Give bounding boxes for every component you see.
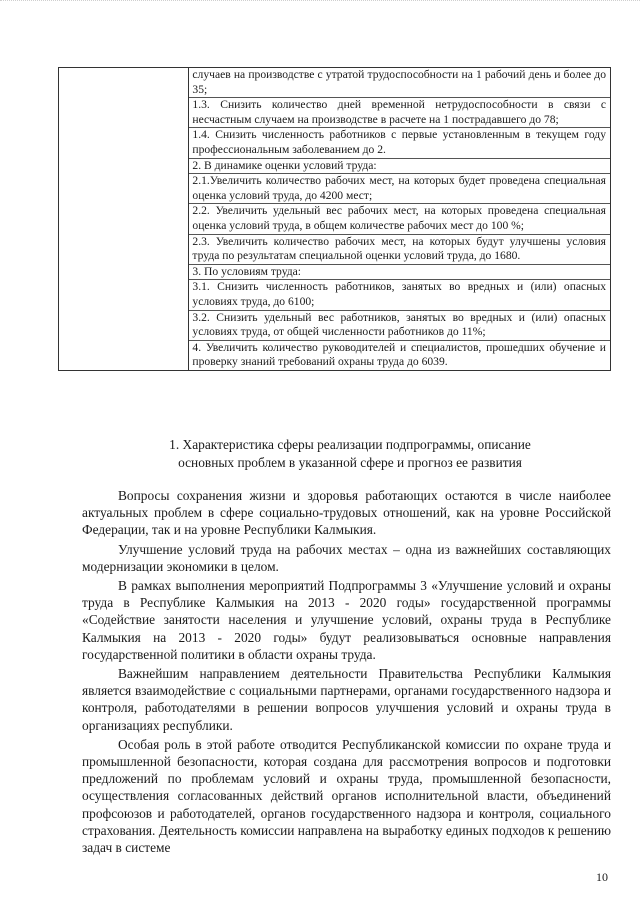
table-row: 2. В динамике оценки условий труда: bbox=[189, 159, 610, 175]
section-title bbox=[90, 436, 610, 472]
page-number: 10 bbox=[596, 870, 608, 884]
scan-edge bbox=[0, 0, 640, 13]
table-row: 3.1. Снизить численность работников, занятых во вредных и (или) опасных условиях труда, до 6100; bbox=[189, 280, 610, 310]
paragraph: Особая роль в этой работе отводится Республиканской комиссии по охране труда и промышленной безопасности, которая создана для рассмотрения вопросов и подготовки предложений по проблемам условий и охраны труда, промышленной безопасности, осуществления согласованных действий органов исполнительной власти, объединений профсоюзов и работодателей, органов государственного надзора и контроля, социального страхования. Деятельность комиссии направлена на выработку единых подходов к решению задач в системе bbox=[82, 736, 611, 856]
table-row: 1.3. Снизить количество дней временной нетрудоспособности в связи с несчастным случаем на производстве в расчете на 1 пострадавшего до 78; bbox=[189, 98, 610, 128]
table-row: 2.3. Увеличить количество рабочих мест, на которых будут улучшены условия труда по результатам специальной оценки условий труда, до 1680. bbox=[189, 235, 610, 265]
table-left-cell bbox=[59, 68, 189, 371]
table-row: случаев на производстве с утратой трудоспособности на 1 рабочий день и более до 35; bbox=[189, 68, 610, 98]
section-title-line1: 1. Характеристика сферы реализации подпрограммы, описание bbox=[169, 437, 531, 452]
table-row: 1.4. Снизить численность работников с первые установленным в текущем году профессиональным заболеванием до 2. bbox=[189, 128, 610, 158]
paragraph: В рамках выполнения мероприятий Подпрограммы 3 «Улучшение условий и охраны труда в Республике Калмыкия на 2013 - 2020 годы» государственной программы «Содействие занятости населения и улучшение условий, охраны труда в Республике Калмыкия на 2013 - 2020 годы» будут реализовываться основные направления государственной политики в области охраны труда. bbox=[82, 578, 611, 662]
section-title-line2: основных проблем в указанной сфере и прогноз ее развития bbox=[178, 455, 522, 470]
table-row: 3.2. Снизить удельный вес работников, занятых во вредных и (или) опасных условиях труда, от общей численности работников до 11%; bbox=[189, 311, 610, 341]
table-row: 4. Увеличить количество руководителей и специалистов, прошедших обучение и проверку знаний требований охраны труда до 6039. bbox=[192, 340, 606, 369]
table-row: 3. По условиям труда: bbox=[189, 265, 610, 281]
paragraph: Улучшение условий труда на рабочих местах – одна из важнейших составляющих модернизации экономики в целом. bbox=[82, 541, 611, 574]
paragraph: Вопросы сохранения жизни и здоровья работающих остаются в числе наиболее актуальных проблем в сфере социально-трудовых отношений, как на уровне Российской Федерации, так и на уровне Республики Калмыкия. bbox=[82, 488, 611, 538]
paragraph: Важнейшим направлением деятельности Правительства Республики Калмыкия является взаимодействие с социальными партнерами, органами государственного надзора и контроля, работодателями в решении вопросов улучшения условий и охраны труда в организациях республики. bbox=[82, 666, 611, 733]
goals-table bbox=[58, 67, 611, 371]
table-right-cell bbox=[189, 68, 611, 371]
table-row: 2.2. Увеличить удельный вес рабочих мест, на которых проведена специальная оценка условий труда, в общем количестве рабочих мест до 100 %; bbox=[189, 204, 610, 234]
table-row: 2.1.Увеличить количество рабочих мест, на которых будет проведена специальная оценка условий труда, до 4200 мест; bbox=[189, 174, 610, 204]
body-text bbox=[82, 487, 611, 858]
